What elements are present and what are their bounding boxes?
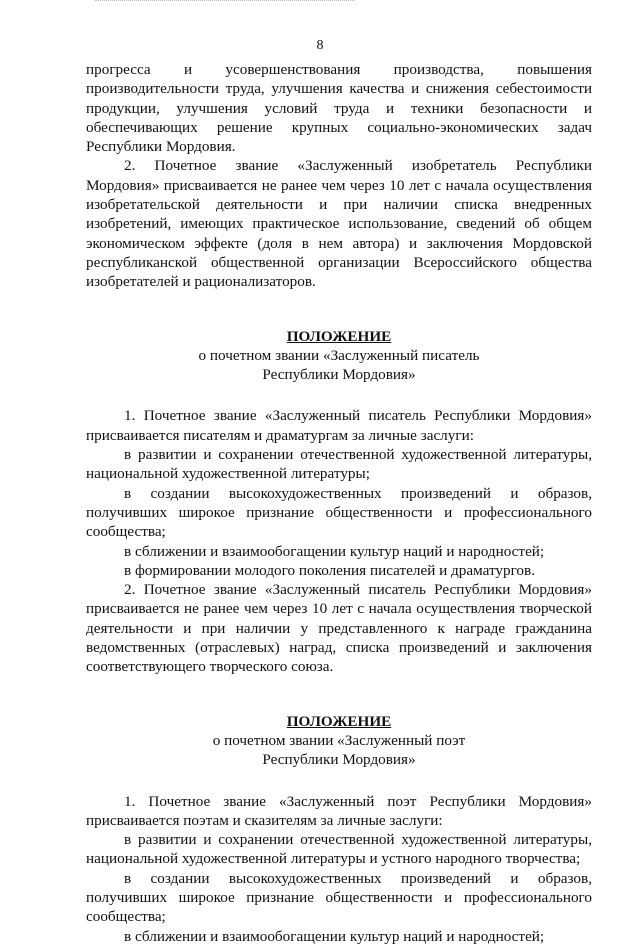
text-line: в сближении и взаимообогащении культур наций и народностей; [124,542,545,560]
text-line: в развитии и сохранении отечественной художественной литературы, [124,831,592,849]
section-title-poet: ПОЛОЖЕНИЕ [286,712,392,730]
text-line: в формировании молодого поколения писателей и драматургов. [124,561,535,579]
text-line: присваивается поэтам и сказителям за личные заслуги: [86,811,443,829]
text-line: национальной художественной литературы и устного народного творчества; [86,850,581,868]
text-line: продукции, улучшения условий труда и техники безопасности и [86,99,592,117]
text-line: в создании высокохудожественных произведений и образов, [124,484,592,502]
text-line: производительности труда, улучшения качества и снижения себестоимости [86,80,592,98]
section-subtitle-poet: о почетном звании «Заслуженный поэт [212,731,466,749]
text-line: республиканской общественной организации Всероссийского общества [86,253,592,271]
text-line: в развитии и сохранении отечественной художественной литературы, [124,446,592,464]
text-line: соответствующего творческого союза. [86,658,334,676]
scan-top-edge [95,0,355,2]
text-line: прогресса и усовершенствования производства, повышения [86,61,592,78]
section-subtitle-writer: Республики Мордовия» [262,366,416,384]
text-line: получивших широкое признание общественности и профессионального [86,503,592,521]
text-line: в создании высокохудожественных произведений и образов, [124,869,592,887]
text-line: в сближении и взаимообогащении культур наций и народностей; [124,927,545,945]
text-line: Мордовия» присваивается не ранее чем через 10 лет с начала осуществления [86,176,592,194]
text-line: экономическом эффекте (доля в нем автора) и заключения Мордовской [86,234,592,252]
text-line: деятельности и при наличии у представленного к награде гражданина [86,619,592,637]
text-line: ведомственных (отраслевых) наград, списка произведений и заключения [86,639,592,657]
section-subtitle-poet: Республики Мордовия» [262,751,416,769]
text-line: присваивается не ранее чем через 10 лет с начала осуществления творческой [86,600,592,618]
inventor-clause-2 [86,156,592,291]
text-line: 2. Почетное звание «Заслуженный изобретатель Республики [124,157,592,175]
text-line: 1. Почетное звание «Заслуженный поэт Республики Мордовия» [124,792,592,810]
continued-paragraph [86,60,592,156]
text-line: изобретателей и рационализаторов. [86,273,316,291]
page-number: 8 [316,38,324,53]
text-line: изобретательской деятельности и при наличии списка внедренных [86,196,592,214]
text-line: получивших широкое признание общественности и профессионального [86,888,592,906]
text-line: обеспечивающих решение крупных социально-экономических задач [86,118,592,136]
text-line: присваивается писателям и драматургам за личные заслуги: [86,426,474,444]
text-line: 1. Почетное звание «Заслуженный писатель Республики Мордовия» [124,407,592,425]
section-title-writer: ПОЛОЖЕНИЕ [286,327,392,345]
text-line: национальной художественной литературы; [86,465,370,483]
section-subtitle-writer: о почетном звании «Заслуженный писатель [198,346,480,364]
text-line: изобретений, имеющих практическое использование, сведений об общем [86,215,592,233]
text-line: Республики Мордовия. [86,138,236,156]
document-body [86,60,592,946]
text-line: 2. Почетное звание «Заслуженный писатель Республики Мордовия» [124,581,592,599]
text-line: сообщества; [86,908,166,926]
text-line: сообщества; [86,523,166,541]
